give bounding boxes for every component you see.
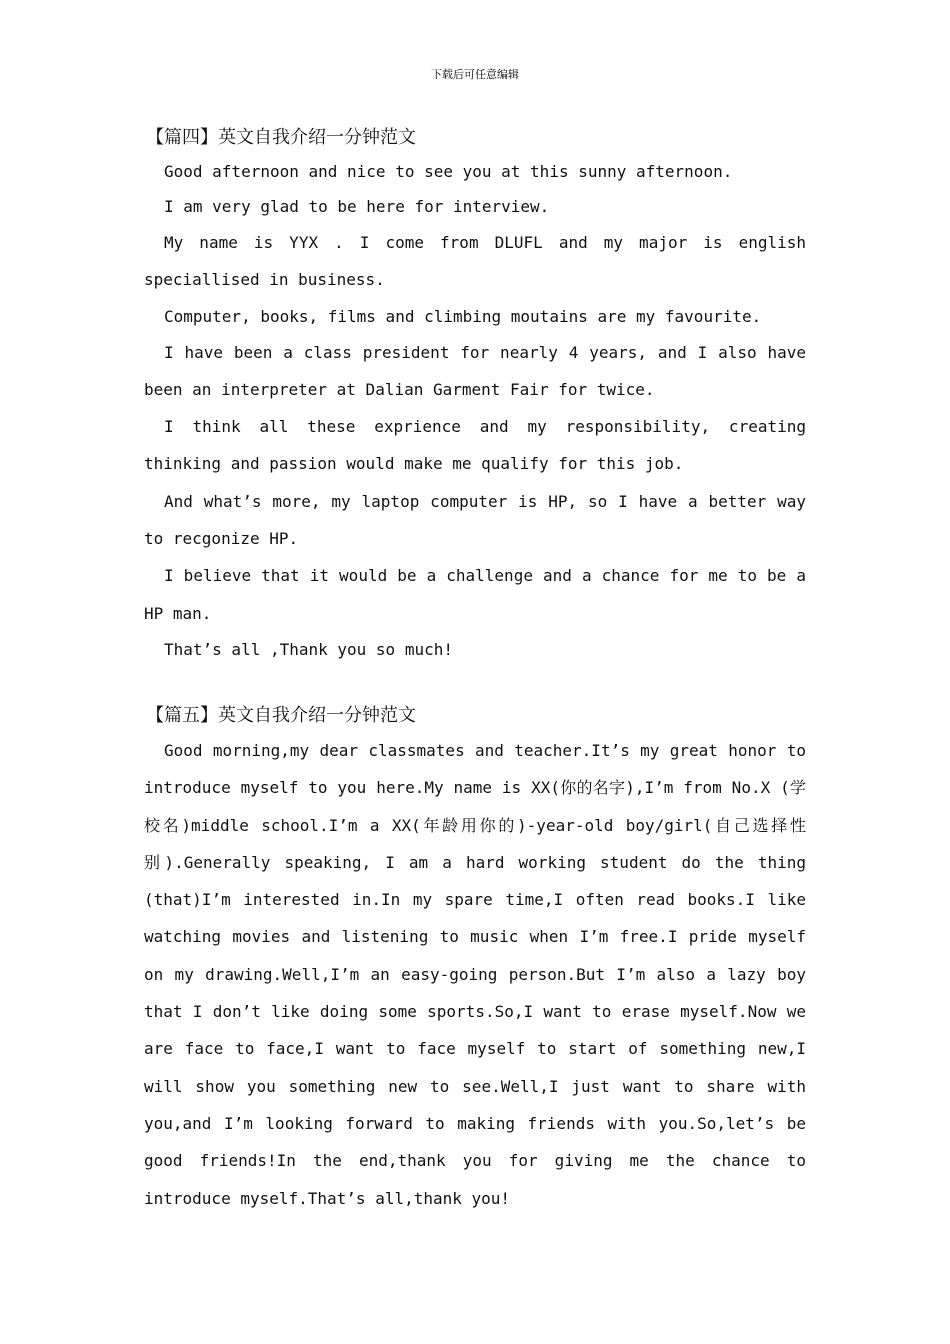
- section-4-paragraph: I think all these exprience and my responsibility, creating thinking and passion would make me qualify for this job.: [144, 417, 806, 474]
- section-4-paragraph: Computer, books, films and climbing moutains are my favourite.: [164, 306, 762, 326]
- section-spacer: [144, 667, 806, 700]
- section-5-heading: 【篇五】英文自我介绍一分钟范文: [146, 704, 416, 726]
- section-4-paragraph: I have been a class president for nearly 4 years, and I also have been an interpreter at Dalian Garment Fair for twice.: [144, 342, 806, 399]
- header-note: 下载后可任意编辑: [431, 68, 519, 81]
- document-body: [144, 122, 806, 1217]
- section-4-heading: 【篇四】英文自我介绍一分钟范文: [146, 127, 416, 148]
- section-4-paragraph: And what’s more, my laptop computer is HP, so I have a better way to recgonize HP.: [144, 491, 806, 549]
- section-4-paragraph: I am very glad to be here for interview.: [164, 197, 550, 216]
- section-5-paragraph: Good morning,my dear classmates and teacher.It’s my great honor to introduce myself to you here.My name is XX(你的名字),I’m from No.X (学校名)middle school.I’m a XX(年龄用你的)-year-old boy/girl(自己选择性别).Generally speaking, I am a hard working student do the thing (that)I’m interested in.In my spare time,I often read books.I like watching movies and listening to music when I’m free.I pride myself on my drawing.Well,I’m an easy-going person.But I’m also a lazy boy that I don’t like doing some sports.So,I want to erase myself.Now we are face to face,I want to face myself to start of something new,I will show you something new to see.Well,I just want to share with you,and I’m looking forward to making friends with you.So,let’s be good friends!In the end,thank you for giving me the chance to introduce myself.That’s all,thank you!: [144, 740, 806, 1208]
- section-4-paragraph: Good afternoon and nice to see you at this sunny afternoon.: [164, 162, 733, 181]
- section-4-paragraph: My name is YYX . I come from DLUFL and my major is english speciallised in business.: [144, 233, 806, 290]
- section-4-paragraph: That’s all ,Thank you so much!: [164, 639, 453, 659]
- section-4-paragraph: I believe that it would be a challenge and a chance for me to be a HP man.: [144, 566, 806, 623]
